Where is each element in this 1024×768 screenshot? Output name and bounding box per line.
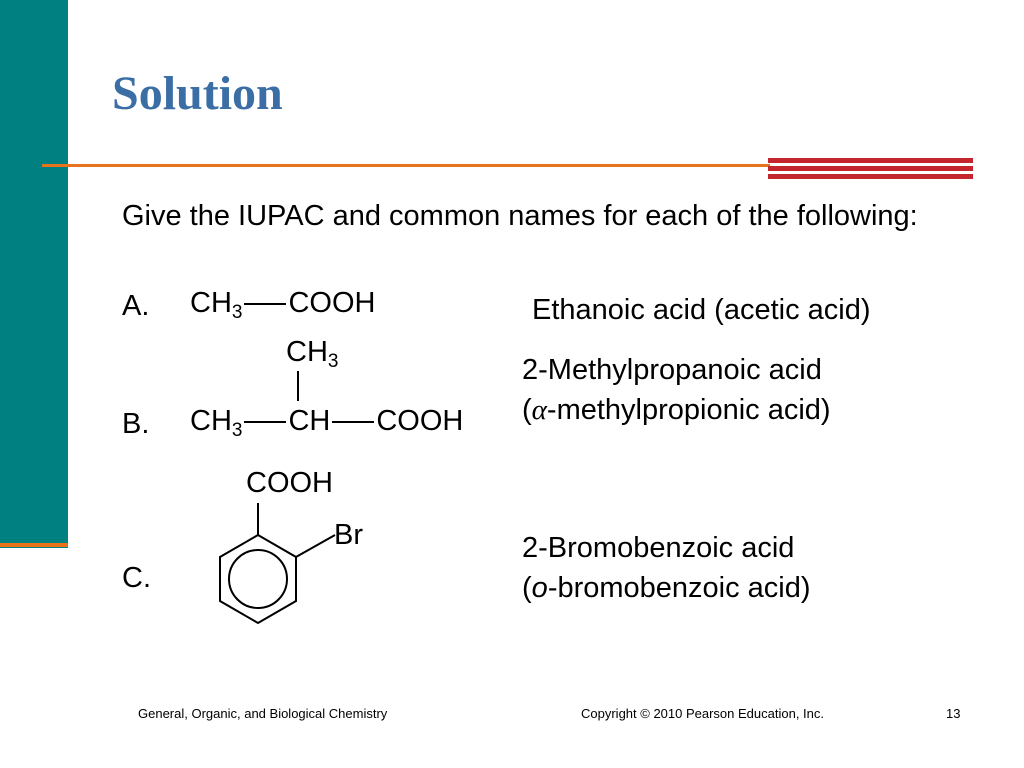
item-a-formula: [190, 287, 375, 324]
item-c-answer: [522, 528, 811, 608]
cooh-group: COOH: [376, 405, 464, 437]
bond: [244, 303, 286, 305]
side-accent-line: [0, 543, 68, 547]
item-b-branch-ch3: $CH_3$: [286, 336, 339, 372]
item-b-iupac-name: 2-Methylpropanoic acid: [522, 354, 822, 386]
ch3-group: $CH_3$: [190, 287, 243, 323]
side-accent-bar: [0, 0, 68, 548]
title-divider: [42, 164, 770, 167]
item-a-answer: Ethanoic acid (acetic acid): [532, 294, 871, 326]
item-b-common-name: (α-methylpropionic acid): [522, 394, 831, 426]
ch3-group: $CH_3$: [190, 405, 243, 441]
item-c-iupac-name: 2-Bromobenzoic acid: [522, 532, 795, 564]
slide-title: Solution: [112, 67, 283, 120]
question-text: Give the IUPAC and common names for each of the following:: [122, 200, 918, 232]
bond: [244, 421, 286, 423]
item-b-answer: [522, 350, 831, 430]
item-c-cooh: COOH: [246, 467, 333, 499]
ch-group: CH: [288, 405, 331, 437]
cooh-group: COOH: [288, 287, 376, 319]
footer-course-title: General, Organic, and Biological Chemistry: [138, 706, 388, 721]
item-c-label: C.: [122, 562, 151, 594]
aromatic-circle: [229, 550, 287, 608]
red-accent-stripe: [768, 166, 973, 171]
item-b-label: B.: [122, 408, 150, 440]
item-b-formula: [190, 405, 463, 442]
benzene-ring-structure: [195, 495, 345, 650]
bond: [332, 421, 374, 423]
item-a-label: A.: [122, 290, 150, 322]
footer-copyright: Copyright © 2010 Pearson Education, Inc.: [581, 706, 825, 721]
item-c-common-name: (o-bromobenzoic acid): [522, 572, 811, 604]
red-accent-stripe: [768, 158, 973, 163]
vertical-bond: [297, 371, 299, 401]
hexagon: [220, 535, 296, 623]
page-number: 13: [946, 706, 961, 721]
red-accent-stripe: [768, 174, 973, 179]
item-c-br: Br: [334, 519, 363, 551]
br-bond: [296, 535, 335, 557]
